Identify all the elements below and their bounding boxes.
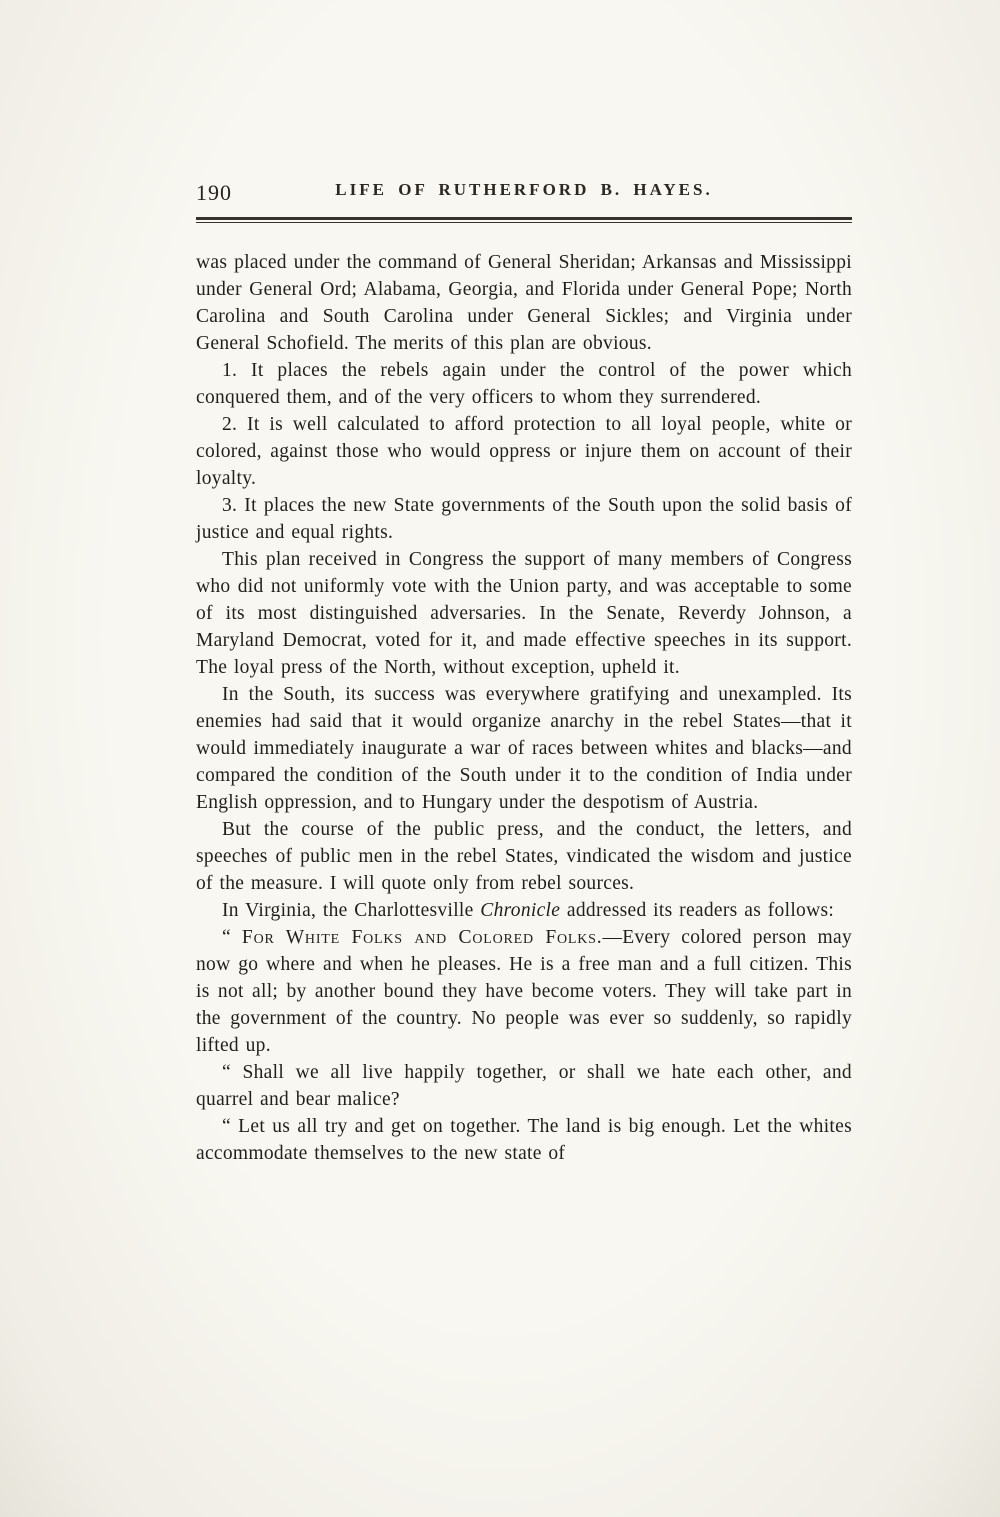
text-run: was placed under the command of General Sheridan; Arkansas and Mississippi under General Ord; Alabama, Georgia, and Florida under General Pope; North Carolina and South Carolina under General Sickles; and Virginia under General Schofield. The merits of this plan are obvious. (196, 252, 852, 354)
running-header-title: LIFE OF RUTHERFORD B. HAYES. (335, 180, 713, 199)
text-run: —Every colored person may now go where and when he pleases. He is a free man and a full citizen. This is not all; by another bound they have become voters. They will take part in the government of the country. No people was ever so suddenly, so rapidly lifted up. (196, 927, 853, 1056)
paragraph (196, 357, 852, 411)
paragraph (196, 816, 852, 897)
text-run: “ Let us all try and get on together. The land is big enough. Let the whites accommodate themselves to the new state of (196, 1116, 852, 1164)
page-number: 190 (196, 180, 232, 205)
paragraph (196, 492, 852, 546)
text-run: 2. It is well calculated to afford protection to all loyal people, white or colored, against those who would oppress or injure them on account of their loyalty. (196, 414, 852, 489)
text-run: In Virginia, the Charlottesville (222, 900, 481, 921)
paragraph (196, 411, 852, 492)
paragraph (196, 897, 852, 924)
running-header (196, 180, 852, 210)
paragraph (196, 546, 852, 681)
text-run: This plan received in Congress the support of many members of Congress who did not uniformly vote with the Union party, and was acceptable to some of its most distinguished adversaries. In the Senate, Reverdy Johnson, a Maryland Democrat, voted for it, and made effective speeches in its support. The loyal press of the North, without exception, upheld it. (196, 549, 852, 678)
text-run: “ Shall we all live happily together, or shall we hate each other, and quarrel and bear malice? (196, 1062, 852, 1110)
text-run: In the South, its success was everywhere gratifying and unexampled. Its enemies had said that it would organize anarchy in the rebel States—that it would immediately inaugurate a war of races between whites and blacks—and compared the condition of the South under it to the condition of India under English oppression, and to Hungary under the despotism of Austria. (196, 684, 852, 813)
text-block (196, 180, 852, 1167)
text-run: addressed its readers as follows: (560, 900, 835, 921)
text-run: Chronicle (480, 900, 561, 921)
paragraph (196, 681, 852, 816)
page-body (196, 249, 852, 1167)
text-run: For White Folks and Colored Folks. (241, 927, 603, 948)
header-rule (196, 217, 852, 223)
text-run: 3. It places the new State governments of the South upon the solid basis of justice and equal rights. (196, 495, 852, 543)
paragraph (196, 1113, 852, 1167)
paragraph (196, 1059, 852, 1113)
text-run: 1. It places the rebels again under the control of the power which conquered them, and of the very officers to whom they surrendered. (196, 360, 852, 408)
text-run: But the course of the public press, and the conduct, the letters, and speeches of public men in the rebel States, vindicated the wisdom and justice of the measure. I will quote only from rebel sources. (196, 819, 852, 894)
text-run: “ (222, 927, 242, 948)
paragraph (196, 249, 852, 357)
paragraph (196, 924, 852, 1059)
